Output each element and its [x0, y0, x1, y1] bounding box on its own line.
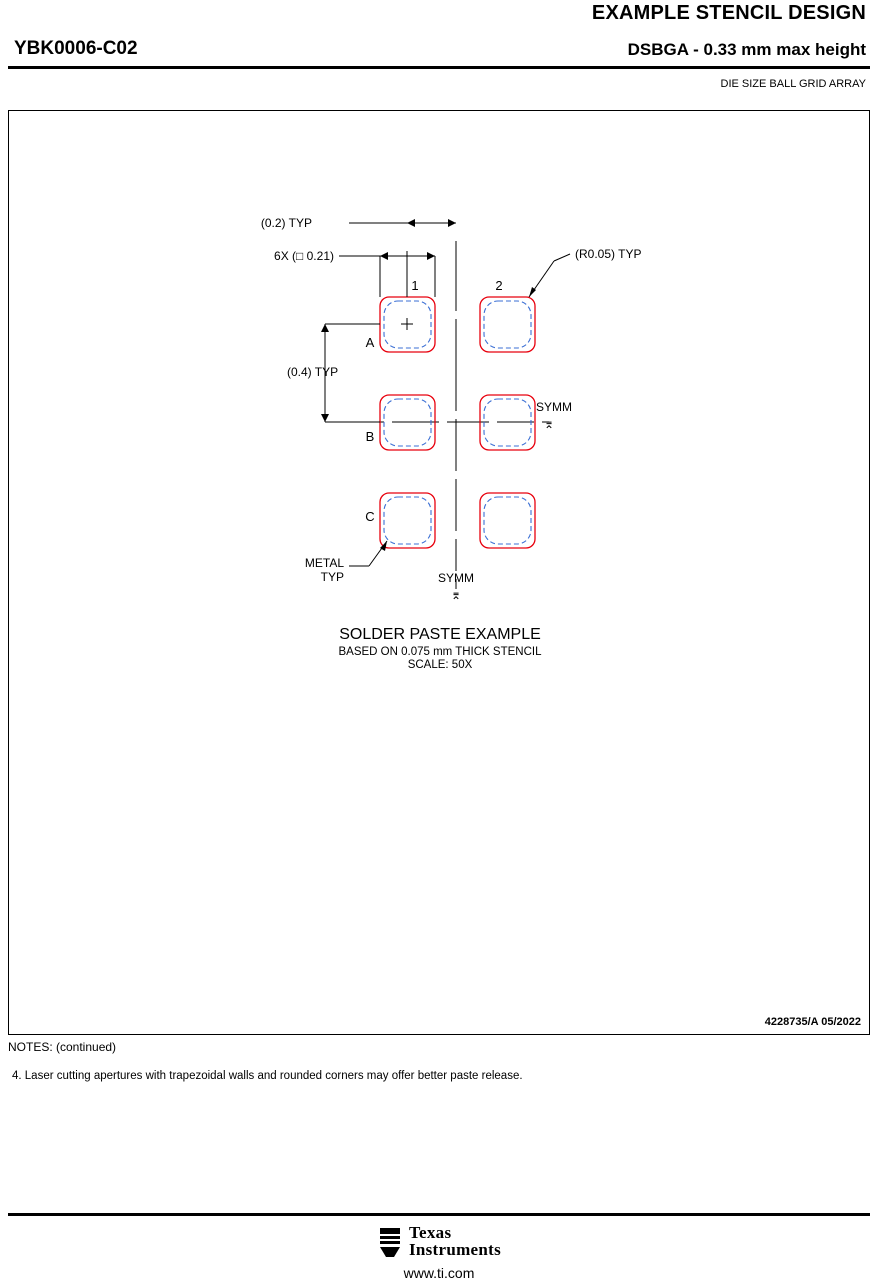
dim-pitch-x-line: [349, 219, 456, 227]
ti-logo-icon: [377, 1224, 403, 1258]
stencil-drawing: [9, 111, 871, 1034]
caption-scale: SCALE: 50X: [407, 659, 473, 671]
dim-aperture-label: 6X (□ 0.21): [274, 249, 334, 263]
column-label-1: 1: [411, 278, 419, 293]
dim-pitch-y-label: (0.4) TYP: [287, 365, 339, 379]
part-number: YBK0006-C02: [14, 38, 138, 59]
metal-typ-label: TYP: [320, 570, 344, 584]
centerline-symbol-bottom: ⌆: [450, 588, 462, 602]
symm-label-bottom: SYMM: [438, 571, 474, 585]
ti-logo-text: [409, 1224, 501, 1258]
footer-divider: [8, 1213, 870, 1216]
notes-heading: NOTES: (continued): [8, 1040, 117, 1054]
pad-a2: [480, 297, 535, 352]
symm-label-right: SYMM: [536, 400, 572, 414]
leader-corner-radius: [529, 254, 570, 297]
ti-url[interactable]: www.ti.com: [403, 1265, 475, 1281]
pad-a1: [380, 297, 435, 352]
dim-corner-radius-label: (R0.05) TYP: [575, 247, 642, 261]
caption-block: [9, 626, 871, 672]
centerline-symbol-right: ⌆: [543, 417, 555, 431]
ti-logo-line1: Texas: [408, 1223, 452, 1242]
header-divider: [8, 66, 870, 69]
caption-title: SOLDER PASTE EXAMPLE: [339, 626, 541, 643]
row-label-b: B: [365, 429, 375, 444]
column-label-2: 2: [495, 278, 503, 293]
row-label-a: A: [365, 335, 375, 350]
pad-c2: [480, 493, 535, 548]
drawing-number: 4228735/A 05/2022: [764, 1016, 861, 1028]
package-family-subtitle: DIE SIZE BALL GRID ARRAY: [720, 78, 866, 90]
footer-logo-wrap: [0, 1224, 878, 1258]
caption-stencil-thickness: BASED ON 0.075 mm THICK STENCIL: [338, 646, 542, 658]
pad-c1: [380, 493, 435, 548]
row-label-c: C: [365, 509, 375, 524]
ti-logo-line2: Instruments: [408, 1240, 502, 1259]
metal-label: METAL: [304, 556, 344, 570]
ti-logo: [377, 1224, 501, 1258]
drawing-frame: [8, 110, 870, 1035]
package-description: DSBGA - 0.33 mm max height: [627, 40, 866, 59]
dim-pitch-x-label: (0.2) TYP: [260, 216, 312, 230]
dim-aperture-line: [339, 252, 435, 297]
page-title: EXAMPLE STENCIL DESIGN: [591, 2, 866, 24]
note-item: 4. Laser cutting apertures with trapezoidal walls and rounded corners may offer better paste release.: [12, 1070, 523, 1082]
